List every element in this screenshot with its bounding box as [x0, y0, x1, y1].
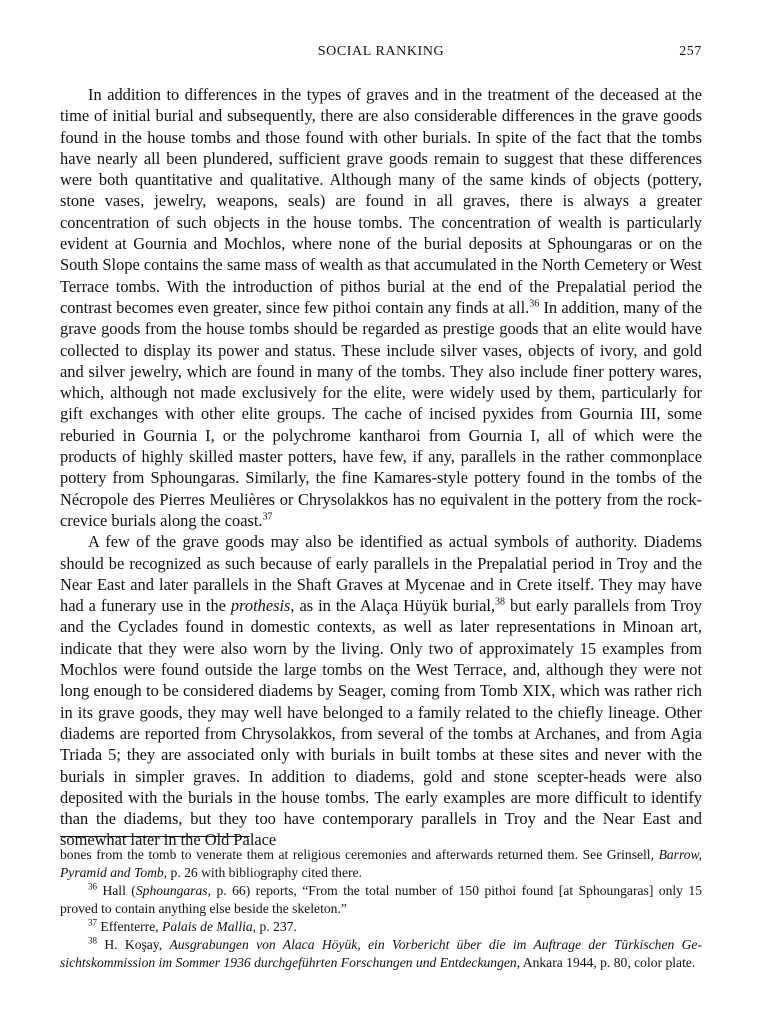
footnote-number: 38 [88, 935, 97, 946]
paragraph-text: In addition to differences in the types of graves and in the treatment of the deceased at the time of initial burial and subsequently, there are also considerable differences in the grave goods found in the house tombs and those found with other burials. In spite of the fact that the tombs have nearly all been plundered, sufficient grave goods remain to suggest that these differences were both quantitative and qualitative. Although many of the same kinds of objects (pottery, stone vases, jewelry, weapons, seals) are found in all graves, there is always a greater concentration of such objects in the house tombs. The concentration of wealth is particularly evident at Gournia and Mochlos, where none of the burial deposits at Sphoungaras or on the South Slope contains the same mass of wealth as that accumulated in the North Cemetery or West Terrace tombs. With the introduction of pithos burial at the end of the Prepalatial period the contrast becomes even greater, since few pithoi contain any finds at all. [60, 85, 702, 317]
footnotes [60, 846, 702, 972]
footnote-title: Palais de Mallia [162, 919, 253, 934]
footnote-37 [60, 918, 702, 936]
footnote-36 [60, 882, 702, 918]
main-text [60, 84, 702, 851]
footnote-number: 36 [88, 881, 97, 892]
footnote-text: Effenterre, [97, 919, 163, 934]
footnote-text: , p. 237. [252, 919, 297, 934]
paragraph-text: In addition, many of the grave goods from the house tombs should be regarded as prestige goods that an elite would have collected to display its power and status. These include silver vases, objects of ivory, and gold and silver jewelry, which are found in many of the tombs. They also include finer pottery wares, which, although not made exclusively for the elite, were widely used by them, particularly for gift exchanges with other elite groups. The cache of incised pyxides from Gournia III, some reburied in Gournia I, or the polychrome kantharoi from Gournia I, all of which were the products of highly skilled master potters, have few, if any, parallels in the rather commonplace pottery from Sphoungaras. Similarly, the fine Kamares-style pottery found in the tombs of the Nécropole des Pierres Meulières or Chrysolakkos has no equivalent in the pottery from the rock-crevice burials along the coast. [60, 297, 702, 530]
paragraph-grave-goods [60, 84, 702, 531]
paragraph-text: A few of the grave goods may also be identified as actual symbols of authority. Diadems should be recognized as such because of early parallels in the Prepalatial period in Troy and the Near East and later parallels in the Shaft Graves at Mycenae and in Crete itself. They may have had a funerary use in the [60, 532, 702, 616]
footnote-text: , p. 26 with bibliography cited there. [163, 865, 362, 880]
running-title: SOCIAL RANKING [317, 44, 445, 59]
footnote-ref-36[interactable]: 36 [529, 298, 540, 310]
footnote-text: Hall ( [97, 883, 136, 898]
footnote-continued [60, 846, 702, 882]
page-number: 257 [679, 44, 702, 59]
footnote-number: 37 [88, 917, 97, 928]
footnote-title: Ausgrabungen von Alaca Höyük, ein Vorbericht über die im Auftrage der Türkischen Gesichtskommission im Sommer 1936 durchgeführten Forschungen und Entdeckungen [60, 937, 702, 970]
running-header [60, 44, 702, 64]
footnote-ref-38[interactable]: 38 [495, 596, 506, 608]
italic-term: prothesis [230, 596, 291, 616]
footnote-title: Sphoungaras [135, 883, 208, 898]
paragraph-text: , as in the Alaça Hüyük burial, [290, 596, 496, 616]
footnote-38 [60, 936, 702, 972]
footnote-divider [60, 836, 250, 837]
footnote-ref-37[interactable]: 37 [262, 511, 273, 523]
paragraph-text: but early parallels from Troy and the Cyclades found in domestic contexts, as well as later representations in Minoan art, indicate that they were also worn by the living. Only two of approximately 15 examples from Mochlos were found outside the large tombs on the West Terrace, and, although they were not long enough to be considered diadems by Seager, coming from Tomb XIX, which was rather rich in its grave goods, they may well have belonged to a family related to the chiefly lineage. Other diadems are reported from Chrysolakkos, from several of the tombs at Archanes, and from Agia Triada 5; they are associated only with burials in built tombs at these sites and never with the burials in simpler graves. In addition to diadems, gold and stone scepter-heads were also deposited with the burials in the house tombs. The early examples are more difficult to identify than the diadems, but they too have contemporary parallels in Troy and the Near East and somewhat later in the Old Palace [60, 596, 702, 850]
footnote-text: , Ankara 1944, p. 80, color plate. [516, 955, 696, 970]
paragraph-symbols-of-authority [60, 531, 702, 850]
footnote-text: , p. 66) reports, “From the total number of 150 pithoi found [at Sphoungaras] only 15 proved to contain anything else beside the skeleton.” [60, 883, 703, 916]
footnote-text: H. Koşay, [97, 937, 170, 952]
footnote-title: Barrow, Pyramid and Tomb [60, 847, 702, 880]
footnote-text: bones from the tomb to venerate them at religious ceremonies and afterwards returned them. See Grinsell, [60, 847, 659, 862]
